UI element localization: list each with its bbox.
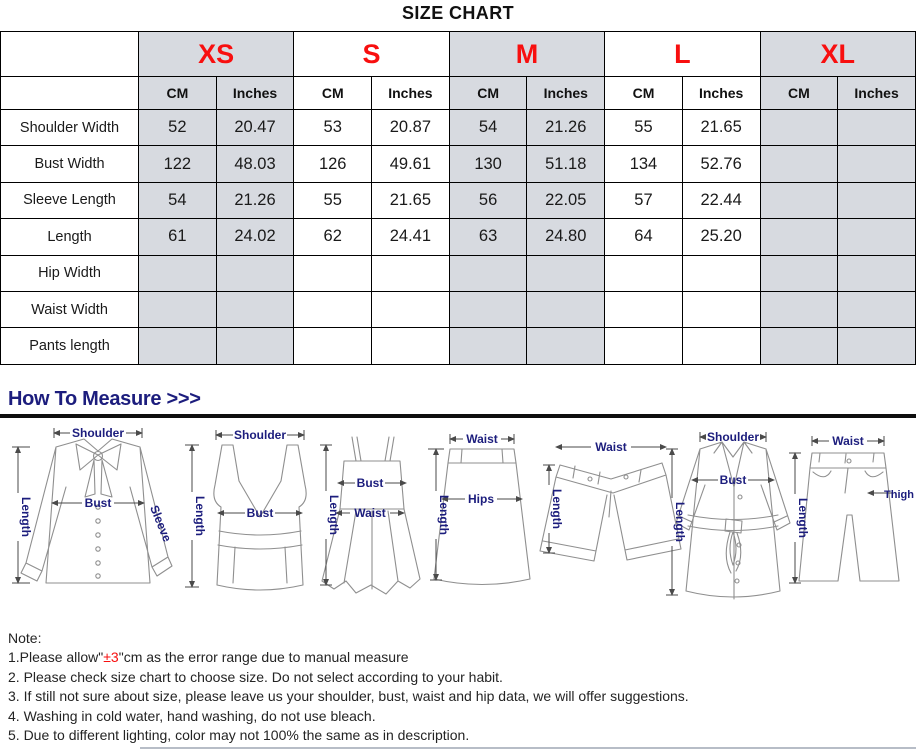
cell: 63 — [449, 219, 527, 255]
blouse-figure — [12, 426, 174, 583]
note-text: "cm as the error range due to manual measure — [118, 649, 409, 666]
size-chart-table — [0, 31, 916, 365]
partial-bottom-divider — [140, 747, 916, 749]
note-line: 4. Washing in cold water, hand washing, do not use bleach. — [8, 707, 376, 724]
measure-label: Bust — [246, 506, 274, 520]
tank-top-figure — [185, 428, 306, 590]
measure-label: Length — [796, 498, 810, 538]
measure-label: Bust — [356, 476, 384, 490]
cell — [838, 110, 916, 146]
cell: 48.03 — [216, 146, 294, 182]
measure-figures — [0, 425, 916, 625]
cell — [139, 328, 217, 364]
cell: 22.05 — [527, 182, 605, 218]
measure-label: Sleeve — [147, 503, 175, 544]
cell — [294, 255, 372, 291]
note-line: 2. Please check size chart to choose size. Do not select according to your habit. — [8, 668, 503, 685]
unit-inches: Inches — [527, 77, 605, 110]
cell: 25.20 — [682, 219, 760, 255]
table-row — [1, 146, 916, 182]
cell: 20.87 — [372, 110, 450, 146]
note-line: 5. Due to different lighting, color may not 100% the same as in description. — [8, 727, 470, 744]
cell: 53 — [294, 110, 372, 146]
cell — [760, 182, 838, 218]
cell — [294, 291, 372, 327]
cell: 20.47 — [216, 110, 294, 146]
row-label: Bust Width — [1, 146, 139, 182]
cell — [838, 219, 916, 255]
measure-label: Shoulder — [706, 430, 760, 444]
cell — [838, 255, 916, 291]
measure-label: Length — [193, 496, 207, 536]
note-line: 3. If still not sure about size, please leave us your shoulder, bust, waist and hip data, we will offer suggestions. — [8, 688, 689, 705]
unit-cm: CM — [760, 77, 838, 110]
cell: 64 — [605, 219, 683, 255]
cell: 57 — [605, 182, 683, 218]
measure-label: Thigh — [884, 489, 914, 501]
cell — [216, 328, 294, 364]
cell: 61 — [139, 219, 217, 255]
row-label: Length — [1, 219, 139, 255]
table-row — [1, 219, 916, 255]
size-header-l: L — [605, 32, 760, 77]
measure-label: Length — [673, 502, 687, 542]
cell — [760, 255, 838, 291]
cell: 21.26 — [527, 110, 605, 146]
measure-label: Hips — [467, 492, 495, 506]
cell: 62 — [294, 219, 372, 255]
slip-dress-figure — [320, 437, 420, 594]
cell — [760, 291, 838, 327]
cell — [527, 255, 605, 291]
unit-inches: Inches — [372, 77, 450, 110]
table-row — [1, 328, 916, 364]
size-header-row — [1, 32, 916, 77]
unit-cm: CM — [605, 77, 683, 110]
divider-rule — [0, 414, 916, 418]
measure-label: Waist — [466, 432, 498, 446]
cell — [838, 182, 916, 218]
measure-label: Waist — [595, 440, 627, 454]
unit-inches: Inches — [216, 77, 294, 110]
cell: 52.76 — [682, 146, 760, 182]
row-label: Pants length — [1, 328, 139, 364]
size-header-xl: XL — [760, 32, 916, 77]
size-header-m: M — [449, 32, 604, 77]
cell: 126 — [294, 146, 372, 182]
cell — [760, 328, 838, 364]
cell: 55 — [294, 182, 372, 218]
unit-inches: Inches — [838, 77, 916, 110]
cell: 24.41 — [372, 219, 450, 255]
pants-figure — [789, 434, 914, 583]
unit-header-row — [1, 77, 916, 110]
cell — [216, 255, 294, 291]
cell — [372, 328, 450, 364]
measure-label: Length — [437, 495, 451, 535]
cell — [294, 328, 372, 364]
cell: 21.26 — [216, 182, 294, 218]
cell: 24.02 — [216, 219, 294, 255]
cell: 52 — [139, 110, 217, 146]
cell: 122 — [139, 146, 217, 182]
cell — [605, 255, 683, 291]
size-header-xs: XS — [139, 32, 294, 77]
cell — [760, 110, 838, 146]
corner-cell — [1, 77, 139, 110]
cell: 134 — [605, 146, 683, 182]
cell: 21.65 — [682, 110, 760, 146]
note-line — [8, 648, 689, 667]
cell — [527, 291, 605, 327]
cell: 21.65 — [372, 182, 450, 218]
measure-label: Shoulder — [71, 426, 125, 440]
note-highlight: ±3 — [103, 649, 119, 666]
cell — [682, 291, 760, 327]
cell — [216, 291, 294, 327]
cell — [449, 328, 527, 364]
row-label: Waist Width — [1, 291, 139, 327]
cell — [605, 291, 683, 327]
measure-label: Length — [550, 489, 564, 529]
cell: 51.18 — [527, 146, 605, 182]
notes-heading: Note: — [8, 630, 42, 646]
cell — [838, 291, 916, 327]
cell — [838, 146, 916, 182]
measure-label: Bust — [719, 473, 747, 487]
size-header-s: S — [294, 32, 449, 77]
unit-cm: CM — [449, 77, 527, 110]
notes-section — [8, 629, 689, 745]
cell — [139, 291, 217, 327]
cell: 54 — [139, 182, 217, 218]
unit-inches: Inches — [682, 77, 760, 110]
measure-label: Waist — [832, 434, 864, 448]
skirt-figure — [428, 432, 530, 585]
measure-label: Bust — [84, 496, 112, 510]
cell — [838, 328, 916, 364]
cell — [760, 146, 838, 182]
table-row — [1, 255, 916, 291]
cell — [372, 255, 450, 291]
note-text: 1.Please allow" — [8, 649, 104, 666]
table-row — [1, 182, 916, 218]
cell: 54 — [449, 110, 527, 146]
table-row — [1, 291, 916, 327]
measure-label: Shoulder — [233, 428, 287, 442]
how-to-measure-heading: How To Measure >>> — [8, 388, 201, 410]
cell — [760, 219, 838, 255]
row-label: Sleeve Length — [1, 182, 139, 218]
trench-coat-figure — [666, 430, 790, 599]
unit-cm: CM — [294, 77, 372, 110]
row-label: Shoulder Width — [1, 110, 139, 146]
cell: 56 — [449, 182, 527, 218]
cell: 130 — [449, 146, 527, 182]
cell — [682, 328, 760, 364]
cell: 49.61 — [372, 146, 450, 182]
cell — [682, 255, 760, 291]
cell: 22.44 — [682, 182, 760, 218]
corner-cell — [1, 32, 139, 77]
measure-label: Length — [19, 497, 33, 537]
unit-cm: CM — [139, 77, 217, 110]
page-title: SIZE CHART — [402, 3, 514, 23]
cell — [139, 255, 217, 291]
table-row — [1, 110, 916, 146]
measure-label: Waist — [354, 506, 386, 520]
cell — [449, 255, 527, 291]
shorts-figure — [540, 440, 681, 561]
cell: 55 — [605, 110, 683, 146]
cell: 24.80 — [527, 219, 605, 255]
cell — [449, 291, 527, 327]
cell — [527, 328, 605, 364]
cell — [372, 291, 450, 327]
cell — [605, 328, 683, 364]
row-label: Hip Width — [1, 255, 139, 291]
measure-label: Length — [327, 495, 341, 535]
